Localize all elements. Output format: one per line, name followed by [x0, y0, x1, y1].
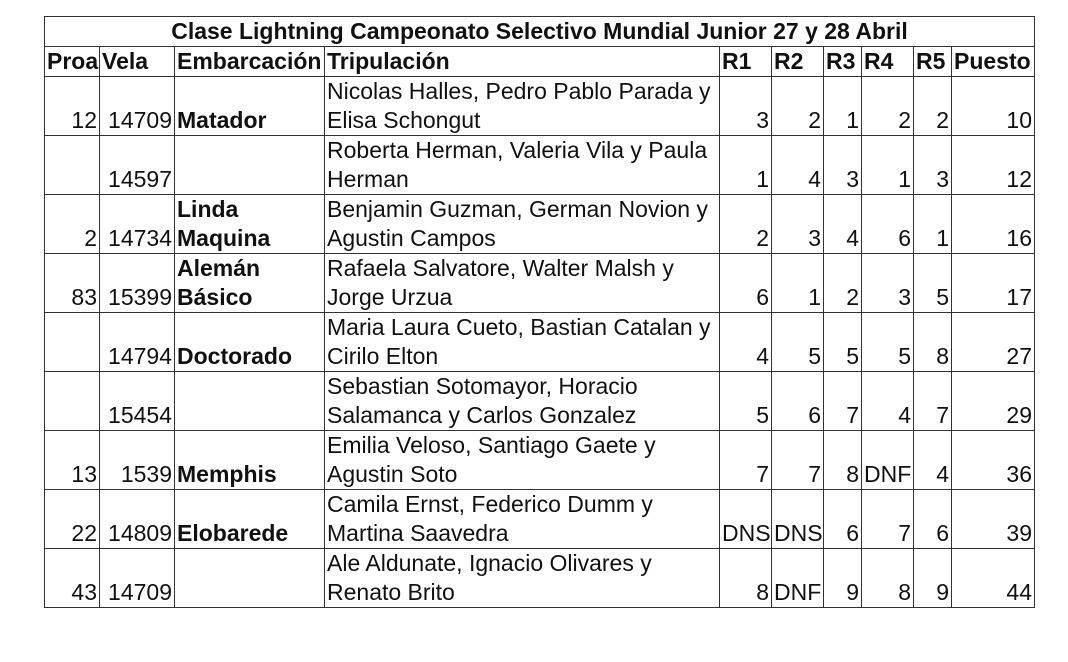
cell-vela: 15399 [100, 254, 175, 313]
cell-r3: 6 [824, 490, 862, 549]
cell-r1: 4 [720, 313, 772, 372]
results-table [44, 16, 1035, 608]
cell-puesto: 10 [952, 77, 1035, 136]
cell-r5: 4 [914, 431, 952, 490]
table-row [45, 549, 1035, 608]
cell-r1: 3 [720, 77, 772, 136]
cell-puesto: 36 [952, 431, 1035, 490]
table-row [45, 254, 1035, 313]
cell-r3: 8 [824, 431, 862, 490]
cell-puesto: 12 [952, 136, 1035, 195]
cell-r1: 6 [720, 254, 772, 313]
cell-tripulacion: Rafaela Salvatore, Walter Malsh y Jorge Urzua [325, 254, 720, 313]
cell-proa: 83 [45, 254, 100, 313]
cell-tripulacion: Benjamin Guzman, German Novion y Agustin Campos [325, 195, 720, 254]
cell-r4: DNF [862, 431, 914, 490]
cell-embarcacion [175, 136, 325, 195]
cell-r3: 1 [824, 77, 862, 136]
cell-r5: 8 [914, 313, 952, 372]
cell-r3: 4 [824, 195, 862, 254]
cell-r4: 2 [862, 77, 914, 136]
cell-tripulacion: Emilia Veloso, Santiago Gaete y Agustin Soto [325, 431, 720, 490]
col-header-r1: R1 [720, 47, 772, 77]
results-body [45, 77, 1035, 608]
cell-vela: 14709 [100, 549, 175, 608]
cell-r5: 7 [914, 372, 952, 431]
cell-r5: 3 [914, 136, 952, 195]
cell-proa: 22 [45, 490, 100, 549]
cell-vela: 14709 [100, 77, 175, 136]
cell-r2: 6 [772, 372, 824, 431]
col-header-r5: R5 [914, 47, 952, 77]
col-header-r2: R2 [772, 47, 824, 77]
cell-proa: 13 [45, 431, 100, 490]
cell-proa: 2 [45, 195, 100, 254]
cell-embarcacion: Doctorado [175, 313, 325, 372]
cell-r5: 1 [914, 195, 952, 254]
table-row [45, 431, 1035, 490]
cell-tripulacion: Sebastian Sotomayor, Horacio Salamanca y Carlos Gonzalez [325, 372, 720, 431]
cell-r5: 2 [914, 77, 952, 136]
cell-tripulacion: Nicolas Halles, Pedro Pablo Parada y Elisa Schongut [325, 77, 720, 136]
col-header-r4: R4 [862, 47, 914, 77]
cell-r1: 2 [720, 195, 772, 254]
cell-tripulacion: Ale Aldunate, Ignacio Olivares y Renato Brito [325, 549, 720, 608]
cell-embarcacion: Alemán Básico [175, 254, 325, 313]
cell-r1: 1 [720, 136, 772, 195]
cell-proa [45, 136, 100, 195]
cell-r3: 3 [824, 136, 862, 195]
cell-proa [45, 313, 100, 372]
header-row [45, 47, 1035, 77]
cell-r5: 9 [914, 549, 952, 608]
cell-r3: 2 [824, 254, 862, 313]
cell-r2: 4 [772, 136, 824, 195]
cell-r3: 7 [824, 372, 862, 431]
cell-puesto: 17 [952, 254, 1035, 313]
cell-r2: 2 [772, 77, 824, 136]
col-header-vela: Vela [100, 47, 175, 77]
cell-r4: 8 [862, 549, 914, 608]
cell-vela: 1539 [100, 431, 175, 490]
cell-r4: 7 [862, 490, 914, 549]
col-header-tripulacion: Tripulación [325, 47, 720, 77]
table-row [45, 313, 1035, 372]
cell-embarcacion: Matador [175, 77, 325, 136]
table-row [45, 136, 1035, 195]
cell-tripulacion: Camila Ernst, Federico Dumm y Martina Saavedra [325, 490, 720, 549]
cell-proa [45, 372, 100, 431]
cell-embarcacion: Memphis [175, 431, 325, 490]
col-header-proa: Proa [45, 47, 100, 77]
cell-embarcacion: Linda Maquina [175, 195, 325, 254]
cell-r4: 4 [862, 372, 914, 431]
cell-r2: 7 [772, 431, 824, 490]
col-header-puesto: Puesto [952, 47, 1035, 77]
cell-r2: DNS [772, 490, 824, 549]
cell-puesto: 39 [952, 490, 1035, 549]
table-title: Clase Lightning Campeonato Selectivo Mundial Junior 27 y 28 Abril [45, 17, 1035, 47]
cell-r2: 3 [772, 195, 824, 254]
cell-puesto: 44 [952, 549, 1035, 608]
cell-puesto: 16 [952, 195, 1035, 254]
table-row [45, 490, 1035, 549]
cell-vela: 14809 [100, 490, 175, 549]
cell-embarcacion [175, 372, 325, 431]
cell-r2: DNF [772, 549, 824, 608]
col-header-embarcacion: Embarcación [175, 47, 325, 77]
cell-r1: DNS [720, 490, 772, 549]
col-header-r3: R3 [824, 47, 862, 77]
cell-r4: 6 [862, 195, 914, 254]
cell-puesto: 27 [952, 313, 1035, 372]
title-row [45, 17, 1035, 47]
cell-r1: 7 [720, 431, 772, 490]
cell-r2: 1 [772, 254, 824, 313]
table-row [45, 195, 1035, 254]
cell-r1: 5 [720, 372, 772, 431]
cell-vela: 15454 [100, 372, 175, 431]
cell-r3: 9 [824, 549, 862, 608]
cell-vela: 14794 [100, 313, 175, 372]
cell-r5: 5 [914, 254, 952, 313]
cell-tripulacion: Maria Laura Cueto, Bastian Catalan y Cirilo Elton [325, 313, 720, 372]
cell-r4: 1 [862, 136, 914, 195]
cell-r1: 8 [720, 549, 772, 608]
cell-tripulacion: Roberta Herman, Valeria Vila y Paula Herman [325, 136, 720, 195]
cell-r4: 3 [862, 254, 914, 313]
cell-r2: 5 [772, 313, 824, 372]
cell-r5: 6 [914, 490, 952, 549]
cell-proa: 12 [45, 77, 100, 136]
cell-vela: 14734 [100, 195, 175, 254]
cell-vela: 14597 [100, 136, 175, 195]
cell-r3: 5 [824, 313, 862, 372]
table-row [45, 77, 1035, 136]
cell-embarcacion [175, 549, 325, 608]
cell-proa: 43 [45, 549, 100, 608]
cell-embarcacion: Elobarede [175, 490, 325, 549]
cell-puesto: 29 [952, 372, 1035, 431]
table-row [45, 372, 1035, 431]
cell-r4: 5 [862, 313, 914, 372]
